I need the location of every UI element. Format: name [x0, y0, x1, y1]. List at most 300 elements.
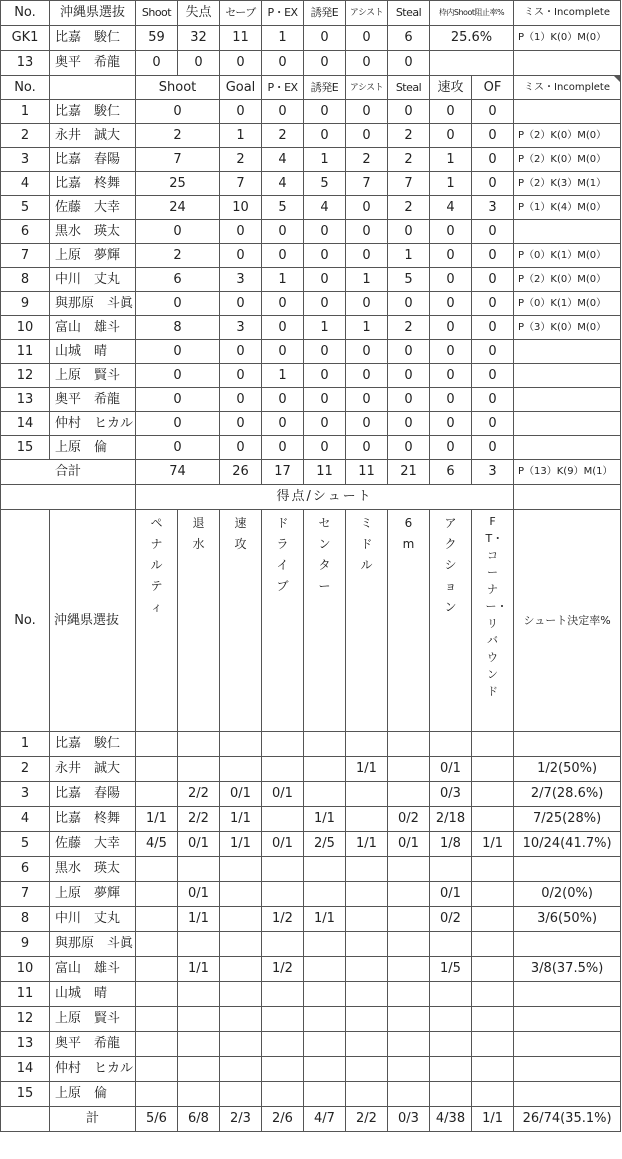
player-fast: 4 [430, 196, 472, 220]
shoot-cell: 2/5 [304, 832, 346, 857]
shoot-row-rate [514, 732, 621, 757]
player-yuhatsu: 0 [304, 364, 346, 388]
player-stats-table [0, 0, 621, 485]
shoot-row-name: 上原 倫 [50, 1082, 136, 1107]
shoot-cell [220, 932, 262, 957]
player-assist: 0 [346, 340, 388, 364]
shoot-cell: 0/1 [178, 832, 220, 857]
shoot-cell: 1/1 [220, 832, 262, 857]
player-miss: P（0）K(1）M(0） [514, 292, 621, 316]
player-name: 山城 晴 [50, 340, 136, 364]
shoot-cell [262, 757, 304, 782]
shoot-cell: 1/1 [136, 807, 178, 832]
player-row [1, 340, 621, 364]
shoot-cell [430, 1057, 472, 1082]
shoot-cell [472, 982, 514, 1007]
player-miss: P（2）K(0）M(0） [514, 124, 621, 148]
player-steal: 0 [388, 412, 430, 436]
player-assist: 0 [346, 220, 388, 244]
shoot-row-no: 3 [1, 782, 50, 807]
shoot-cell [220, 907, 262, 932]
player-of: 0 [472, 124, 514, 148]
shoot-cell: 1/1 [472, 832, 514, 857]
shoot-row-no: 9 [1, 932, 50, 957]
gk-no: 13 [1, 51, 50, 76]
player-yuhatsu: 0 [304, 244, 346, 268]
player-no: 14 [1, 412, 50, 436]
player-fast: 0 [430, 292, 472, 316]
player-no: 12 [1, 364, 50, 388]
player-assist: 2 [346, 148, 388, 172]
player-goal: 0 [220, 340, 262, 364]
gk-yuhatsu: 0 [304, 51, 346, 76]
player-of: 0 [472, 244, 514, 268]
player-steal: 2 [388, 316, 430, 340]
shoot-cell: 0/1 [262, 782, 304, 807]
player-goal: 0 [220, 100, 262, 124]
shoot-rate-header: シュート決定率% [514, 510, 621, 732]
shoot-row-name: 佐藤 大幸 [50, 832, 136, 857]
shoot-row [1, 932, 621, 957]
player-assist: 0 [346, 244, 388, 268]
player-shoot: 2 [136, 124, 220, 148]
shoot-cell [388, 1057, 430, 1082]
shoot-col-label: センター [318, 516, 331, 593]
shoot-row-no: 2 [1, 757, 50, 782]
shoot-row-rate [514, 1082, 621, 1107]
player-of: 0 [472, 292, 514, 316]
shoot-total-cell: 5/6 [136, 1107, 178, 1132]
shoot-total-cell: 0/3 [388, 1107, 430, 1132]
shoot-cell: 0/1 [262, 832, 304, 857]
player-no: 11 [1, 340, 50, 364]
player-steal: 5 [388, 268, 430, 292]
total-miss: P（13）K(9）M(1） [514, 460, 621, 485]
player-assist: 0 [346, 124, 388, 148]
gk-save: 11 [220, 26, 262, 51]
player-row [1, 436, 621, 460]
player-goal: 0 [220, 412, 262, 436]
shoot-cell [346, 907, 388, 932]
shoot-cell [472, 782, 514, 807]
shoot-cell [346, 1082, 388, 1107]
shoot-cell: 0/1 [220, 782, 262, 807]
shoot-cell [262, 857, 304, 882]
shoot-header-no: No. [1, 510, 50, 732]
player-of: 0 [472, 388, 514, 412]
shoot-col-label: アクション [444, 516, 457, 614]
shoot-cell [304, 1007, 346, 1032]
player-shoot: 0 [136, 340, 220, 364]
player-yuhatsu: 0 [304, 100, 346, 124]
shoot-row-rate [514, 1057, 621, 1082]
player-miss [514, 340, 621, 364]
player-of: 0 [472, 436, 514, 460]
shoot-row-no: 13 [1, 1032, 50, 1057]
player-fast: 0 [430, 316, 472, 340]
header2-of: OF [472, 76, 514, 100]
shoot-cell [220, 857, 262, 882]
shoot-cell [136, 1007, 178, 1032]
shoot-cell: 1/1 [304, 907, 346, 932]
gk-block-rate: 25.6% [430, 26, 514, 51]
player-pex: 2 [262, 124, 304, 148]
shoot-cell [346, 807, 388, 832]
player-assist: 0 [346, 196, 388, 220]
player-fast: 0 [430, 436, 472, 460]
shoot-total-cell: 4/38 [430, 1107, 472, 1132]
player-row [1, 244, 621, 268]
shoot-row-name: 富山 雄斗 [50, 957, 136, 982]
shoot-row-name: 仲村 ヒカル [50, 1057, 136, 1082]
shoot-cell [346, 982, 388, 1007]
player-name: 比嘉 春陽 [50, 148, 136, 172]
shoot-row [1, 782, 621, 807]
player-row [1, 292, 621, 316]
gk-assist: 0 [346, 26, 388, 51]
player-no: 13 [1, 388, 50, 412]
shoot-col-header [304, 510, 346, 732]
player-of: 3 [472, 196, 514, 220]
shoot-row-name: 比嘉 駿仁 [50, 732, 136, 757]
player-assist: 0 [346, 292, 388, 316]
player-steal: 0 [388, 220, 430, 244]
total-shoot: 74 [136, 460, 220, 485]
player-fast: 1 [430, 148, 472, 172]
shoot-cell [136, 982, 178, 1007]
shoot-row [1, 1082, 621, 1107]
shoot-cell [430, 1082, 472, 1107]
shoot-cell [346, 882, 388, 907]
player-row [1, 316, 621, 340]
player-miss: P（3）K(0）M(0） [514, 316, 621, 340]
shoot-row [1, 832, 621, 857]
shoot-cell [262, 732, 304, 757]
player-name: 仲村 ヒカル [50, 412, 136, 436]
header2-fast: 速攻 [430, 76, 472, 100]
player-steal: 0 [388, 340, 430, 364]
shoot-header-row [1, 510, 621, 732]
shoot-title-row [1, 485, 621, 510]
player-no: 8 [1, 268, 50, 292]
shoot-cell [262, 882, 304, 907]
shoot-row-name: 中川 丈丸 [50, 907, 136, 932]
shoot-cell [304, 782, 346, 807]
shoot-total-cell: 2/3 [220, 1107, 262, 1132]
player-assist: 1 [346, 268, 388, 292]
shoot-cell: 0/1 [430, 882, 472, 907]
header-pex: P・EX [262, 1, 304, 26]
shoot-total-cell: 2/6 [262, 1107, 304, 1132]
shoot-cell [304, 882, 346, 907]
shoot-cell: 1/1 [178, 907, 220, 932]
shoot-row-rate: 1/2(50%) [514, 757, 621, 782]
shoot-cell: 0/2 [388, 807, 430, 832]
shoot-cell [178, 932, 220, 957]
player-yuhatsu: 0 [304, 436, 346, 460]
shoot-cell [136, 1032, 178, 1057]
player-pex: 0 [262, 244, 304, 268]
shoot-row-no: 6 [1, 857, 50, 882]
player-shoot: 0 [136, 388, 220, 412]
gk-shoot: 0 [136, 51, 178, 76]
player-goal: 10 [220, 196, 262, 220]
player-shoot: 24 [136, 196, 220, 220]
player-name: 黒水 瑛太 [50, 220, 136, 244]
header2-assist: アシスト [346, 76, 388, 100]
player-name: 中川 丈丸 [50, 268, 136, 292]
player-pex: 0 [262, 436, 304, 460]
player-miss [514, 388, 621, 412]
shoot-cell [430, 732, 472, 757]
player-goal: 7 [220, 172, 262, 196]
gk-yuhatsu: 0 [304, 26, 346, 51]
player-goal: 0 [220, 364, 262, 388]
player-goal: 0 [220, 388, 262, 412]
total-of: 3 [472, 460, 514, 485]
gk-no: GK1 [1, 26, 50, 51]
player-goal: 0 [220, 244, 262, 268]
player-miss: P（2）K(0）M(0） [514, 268, 621, 292]
player-pex: 0 [262, 100, 304, 124]
shoot-row-rate [514, 1032, 621, 1057]
shoot-col-label: ペナルティ [150, 516, 163, 614]
shoot-cell [304, 932, 346, 957]
header2-miss: ミス・Incomplete [514, 76, 621, 100]
player-shoot: 0 [136, 364, 220, 388]
shoot-row-rate: 10/24(41.7%) [514, 832, 621, 857]
player-yuhatsu: 0 [304, 268, 346, 292]
player-pex: 0 [262, 316, 304, 340]
player-steal: 2 [388, 148, 430, 172]
player-shoot: 6 [136, 268, 220, 292]
shoot-row [1, 882, 621, 907]
player-goal: 3 [220, 316, 262, 340]
player-yuhatsu: 1 [304, 316, 346, 340]
player-shoot: 0 [136, 100, 220, 124]
player-of: 0 [472, 412, 514, 436]
shoot-cell: 1/1 [346, 757, 388, 782]
player-fast: 0 [430, 412, 472, 436]
shoot-cell [220, 882, 262, 907]
gk-miss: P（1）K(0）M(0） [514, 26, 621, 51]
shoot-cell [220, 732, 262, 757]
shoot-col-header [346, 510, 388, 732]
shoot-row-rate: 7/25(28%) [514, 807, 621, 832]
shoot-row [1, 907, 621, 932]
player-fast: 0 [430, 388, 472, 412]
header-miss: ミス・Incomplete [514, 1, 621, 26]
player-pex: 4 [262, 148, 304, 172]
shoot-cell [304, 1032, 346, 1057]
player-of: 0 [472, 364, 514, 388]
player-yuhatsu: 0 [304, 292, 346, 316]
shoot-row-no: 1 [1, 732, 50, 757]
player-no: 1 [1, 100, 50, 124]
shoot-cell [388, 882, 430, 907]
player-fast: 0 [430, 124, 472, 148]
shoot-cell [262, 982, 304, 1007]
shoot-cell [472, 732, 514, 757]
shoot-cell [346, 782, 388, 807]
player-name: 與那原 斗眞 [50, 292, 136, 316]
shoot-cell [346, 1057, 388, 1082]
shoot-row-name: 與那原 斗眞 [50, 932, 136, 957]
blank-cell [514, 485, 621, 510]
player-no: 4 [1, 172, 50, 196]
header2-no: No. [1, 76, 50, 100]
shoot-cell [346, 1007, 388, 1032]
shoot-cell [346, 857, 388, 882]
shoot-col-header [472, 510, 514, 732]
shoot-cell [304, 957, 346, 982]
gk-shoot: 59 [136, 26, 178, 51]
shoot-cell: 2/2 [178, 807, 220, 832]
total-assist: 11 [346, 460, 388, 485]
shoot-cell [346, 932, 388, 957]
shoot-row-rate [514, 932, 621, 957]
player-steal: 0 [388, 364, 430, 388]
shoot-cell: 2/18 [430, 807, 472, 832]
shoot-row-no: 12 [1, 1007, 50, 1032]
header2-shoot: Shoot [136, 76, 220, 100]
player-steal: 0 [388, 388, 430, 412]
header2-pex: P・EX [262, 76, 304, 100]
header-shoot: Shoot [136, 1, 178, 26]
shoot-cell: 0/1 [388, 832, 430, 857]
stats-header-row [1, 1, 621, 26]
shoot-row [1, 982, 621, 1007]
player-row [1, 364, 621, 388]
player-of: 0 [472, 268, 514, 292]
shoot-header-team: 沖縄県選抜 [50, 510, 136, 732]
shoot-cell [178, 757, 220, 782]
shoot-row-name: 上原 夢輝 [50, 882, 136, 907]
player-miss: P（1）K(4）M(0） [514, 196, 621, 220]
player-no: 10 [1, 316, 50, 340]
shoot-cell [472, 1032, 514, 1057]
shoot-cell [178, 1007, 220, 1032]
shoot-row-name: 比嘉 柊舞 [50, 807, 136, 832]
player-goal: 3 [220, 268, 262, 292]
shoot-cell [472, 882, 514, 907]
player-assist: 0 [346, 388, 388, 412]
player-pex: 0 [262, 220, 304, 244]
player-goal: 0 [220, 292, 262, 316]
shoot-breakdown-table [0, 484, 621, 1132]
shoot-cell [430, 1032, 472, 1057]
header2-yuhatsu: 誘発E [304, 76, 346, 100]
player-name: 上原 賢斗 [50, 364, 136, 388]
shoot-cell [388, 957, 430, 982]
blank-cell [1, 485, 136, 510]
shoot-cell: 1/8 [430, 832, 472, 857]
shoot-cell: 1/1 [304, 807, 346, 832]
player-assist: 0 [346, 412, 388, 436]
shoot-cell [472, 1057, 514, 1082]
player-name: 上原 倫 [50, 436, 136, 460]
player-goal: 1 [220, 124, 262, 148]
shoot-row-rate: 3/6(50%) [514, 907, 621, 932]
gk-block-rate [430, 51, 514, 76]
header-lost: 失点 [178, 1, 220, 26]
header-save: セーブ [220, 1, 262, 26]
shoot-cell [178, 982, 220, 1007]
shoot-row-rate [514, 1007, 621, 1032]
player-fast: 0 [430, 268, 472, 292]
player-steal: 1 [388, 244, 430, 268]
shoot-cell [220, 1057, 262, 1082]
player-pex: 0 [262, 388, 304, 412]
shoot-cell: 4/5 [136, 832, 178, 857]
shoot-cell [472, 807, 514, 832]
shoot-cell [304, 732, 346, 757]
player-pex: 4 [262, 172, 304, 196]
shoot-col-label: ミドル [360, 516, 373, 572]
player-fast: 0 [430, 364, 472, 388]
gk-lost: 0 [178, 51, 220, 76]
shoot-col-label: ドライブ [276, 516, 289, 593]
player-no: 9 [1, 292, 50, 316]
gk-steal: 6 [388, 26, 430, 51]
shoot-cell [388, 907, 430, 932]
player-miss [514, 412, 621, 436]
header-team: 沖縄県選抜 [50, 1, 136, 26]
player-steal: 0 [388, 292, 430, 316]
player-row [1, 124, 621, 148]
shoot-cell [136, 907, 178, 932]
player-fast: 0 [430, 244, 472, 268]
shoot-cell [472, 932, 514, 957]
player-shoot: 0 [136, 292, 220, 316]
player-fast: 0 [430, 220, 472, 244]
player-miss: P（2）K(3）M(1） [514, 172, 621, 196]
player-row [1, 388, 621, 412]
shoot-total-cell: 1/1 [472, 1107, 514, 1132]
player-shoot: 0 [136, 412, 220, 436]
shoot-cell [220, 1007, 262, 1032]
shoot-cell [472, 857, 514, 882]
shoot-cell [472, 757, 514, 782]
shoot-cell [346, 1032, 388, 1057]
player-goal: 0 [220, 220, 262, 244]
shoot-col-label: 6m [402, 516, 415, 551]
header2-team [50, 76, 136, 100]
shoot-cell [220, 957, 262, 982]
shoot-cell [388, 732, 430, 757]
header2-goal: Goal [220, 76, 262, 100]
player-goal: 0 [220, 436, 262, 460]
shoot-cell [388, 857, 430, 882]
shoot-cell [430, 1007, 472, 1032]
player-assist: 7 [346, 172, 388, 196]
player-of: 0 [472, 172, 514, 196]
total-fast: 6 [430, 460, 472, 485]
shoot-title: 得点/シュート [136, 485, 514, 510]
shoot-total-row [1, 1107, 621, 1132]
player-yuhatsu: 1 [304, 148, 346, 172]
shoot-total-cell: 4/7 [304, 1107, 346, 1132]
shoot-row-no: 4 [1, 807, 50, 832]
player-no: 5 [1, 196, 50, 220]
player-name: 佐藤 大幸 [50, 196, 136, 220]
shoot-cell: 1/5 [430, 957, 472, 982]
shoot-cell [388, 782, 430, 807]
shoot-row-name: 永井 誠大 [50, 757, 136, 782]
shoot-col-label: FT・コーナー・リバウンド [485, 515, 508, 698]
shoot-cell [304, 857, 346, 882]
shoot-cell [262, 1082, 304, 1107]
